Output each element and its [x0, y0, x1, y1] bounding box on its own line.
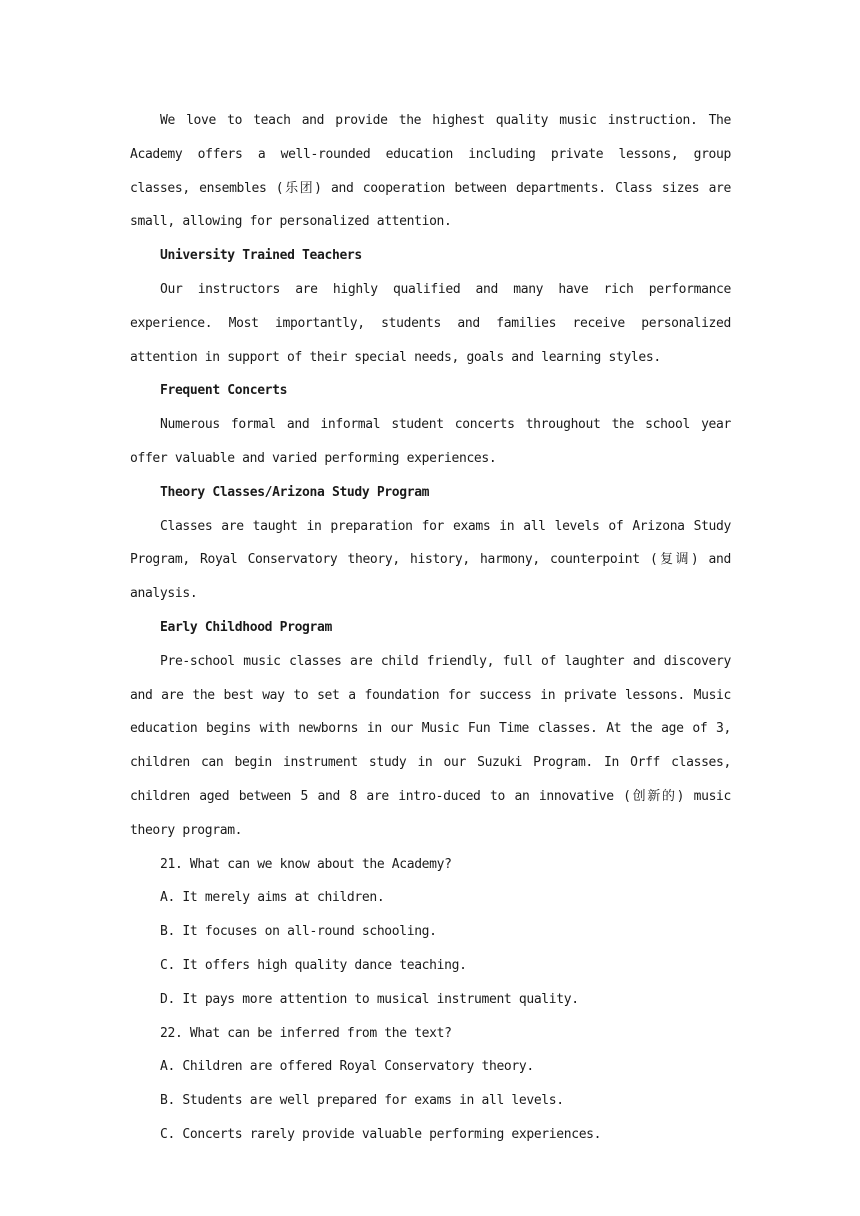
paragraph-concerts: Numerous formal and informal student concerts throughout the school year offer valuable and varied performing experiences.: [130, 417, 731, 466]
heading-theory: Theory Classes/Arizona Study Program: [160, 484, 430, 500]
question-21-option-a: A. It merely aims at children.: [160, 890, 385, 906]
document-page: [130, 104, 731, 1152]
question-22-option-c: C. Concerts rarely provide valuable performing experiences.: [160, 1126, 602, 1142]
question-22-stem: 22. What can be inferred from the text?: [160, 1025, 452, 1041]
question-21-stem: 21. What can we know about the Academy?: [160, 856, 452, 872]
heading-early-childhood: Early Childhood Program: [160, 619, 332, 635]
paragraph-teachers: Our instructors are highly qualified and many have rich performance experience. Most importantly, students and families receive personalized attention in support of their special needs, goals and learning styles.: [130, 281, 731, 365]
question-22-option-a: A. Children are offered Royal Conservatory theory.: [160, 1059, 534, 1075]
paragraph-theory: Classes are taught in preparation for exams in all levels of Arizona Study Program, Royal Conservatory theory, history, harmony, counterpoint (复调) and analysis.: [130, 518, 731, 602]
heading-teachers: University Trained Teachers: [160, 248, 362, 264]
intro-paragraph: We love to teach and provide the highest quality music instruction. The Academy offers a well-rounded education including private lessons, group classes, ensembles (乐团) and cooperation between departments. Class sizes are small, allowing for personalized attention.: [130, 113, 731, 230]
question-22-option-b: B. Students are well prepared for exams in all levels.: [160, 1093, 564, 1109]
question-21-option-d: D. It pays more attention to musical instrument quality.: [160, 991, 579, 1007]
heading-concerts: Frequent Concerts: [160, 383, 288, 399]
question-21-option-c: C. It offers high quality dance teaching.: [160, 957, 467, 973]
paragraph-early-childhood: Pre-school music classes are child friendly, full of laughter and discovery and are the best way to set a foundation for success in private lessons. Music education begins with newborns in our Music Fun Time classes. At the age of 3, children can begin instrument study in our Suzuki Program. In Orff classes, children aged between 5 and 8 are intro-duced to an innovative (创新的) music theory program.: [130, 653, 731, 838]
question-21-option-b: B. It focuses on all-round schooling.: [160, 924, 437, 940]
